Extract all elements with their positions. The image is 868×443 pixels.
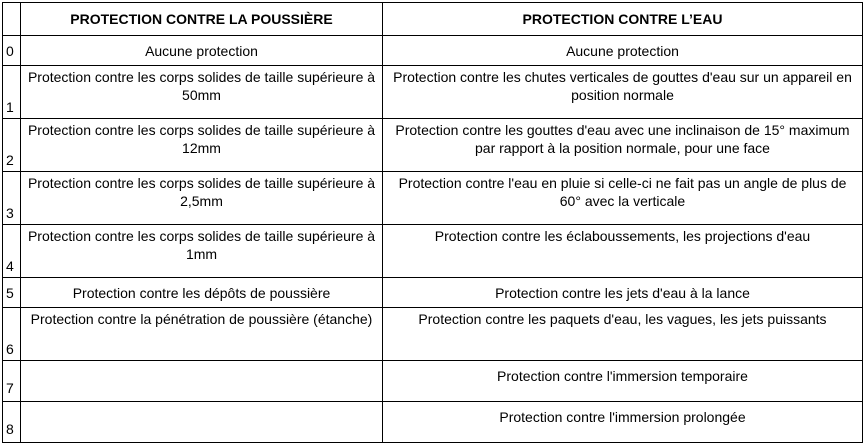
table-row xyxy=(3,36,863,66)
header-level xyxy=(3,3,21,36)
level-cell: 3 xyxy=(3,172,21,225)
dust-cell: Protection contre les dépôts de poussière xyxy=(21,278,383,308)
water-cell: Protection contre les paquets d'eau, les vagues, les jets puissants xyxy=(383,308,863,361)
level-cell: 7 xyxy=(3,361,21,402)
table-row xyxy=(3,66,863,119)
dust-cell: Aucune protection xyxy=(21,36,383,66)
dust-cell: Protection contre la pénétration de poussière (étanche) xyxy=(21,308,383,361)
level-cell: 5 xyxy=(3,278,21,308)
level-cell: 2 xyxy=(3,119,21,172)
dust-cell: Protection contre les corps solides de taille supérieure à 1mm xyxy=(21,225,383,278)
level-cell: 6 xyxy=(3,308,21,361)
water-cell: Protection contre l'immersion prolongée xyxy=(383,402,863,443)
ip-protection-table xyxy=(2,2,863,443)
level-cell: 1 xyxy=(3,66,21,119)
header-dust: PROTECTION CONTRE LA POUSSIÈRE xyxy=(21,3,383,36)
dust-cell: Protection contre les corps solides de taille supérieure à 2,5mm xyxy=(21,172,383,225)
table-row xyxy=(3,308,863,361)
dust-cell: Protection contre les corps solides de taille supérieure à 50mm xyxy=(21,66,383,119)
header-row xyxy=(3,3,863,36)
table-row xyxy=(3,172,863,225)
table-row xyxy=(3,361,863,402)
table-row xyxy=(3,278,863,308)
table-row xyxy=(3,119,863,172)
water-cell: Protection contre les chutes verticales de gouttes d'eau sur un appareil en position normale xyxy=(383,66,863,119)
water-cell: Protection contre les gouttes d'eau avec une inclinaison de 15° maximum par rapport à la position normale, pour une face xyxy=(383,119,863,172)
water-cell: Protection contre les éclaboussements, les projections d'eau xyxy=(383,225,863,278)
level-cell: 8 xyxy=(3,402,21,443)
water-cell: Aucune protection xyxy=(383,36,863,66)
water-cell: Protection contre l'immersion temporaire xyxy=(383,361,863,402)
water-cell: Protection contre les jets d'eau à la lance xyxy=(383,278,863,308)
water-cell: Protection contre l'eau en pluie si celle-ci ne fait pas un angle de plus de 60° avec la verticale xyxy=(383,172,863,225)
table-row xyxy=(3,225,863,278)
table-row xyxy=(3,402,863,443)
dust-cell: Protection contre les corps solides de taille supérieure à 12mm xyxy=(21,119,383,172)
level-cell: 0 xyxy=(3,36,21,66)
dust-cell xyxy=(21,402,383,443)
dust-cell xyxy=(21,361,383,402)
level-cell: 4 xyxy=(3,225,21,278)
header-water: PROTECTION CONTRE L’EAU xyxy=(383,3,863,36)
